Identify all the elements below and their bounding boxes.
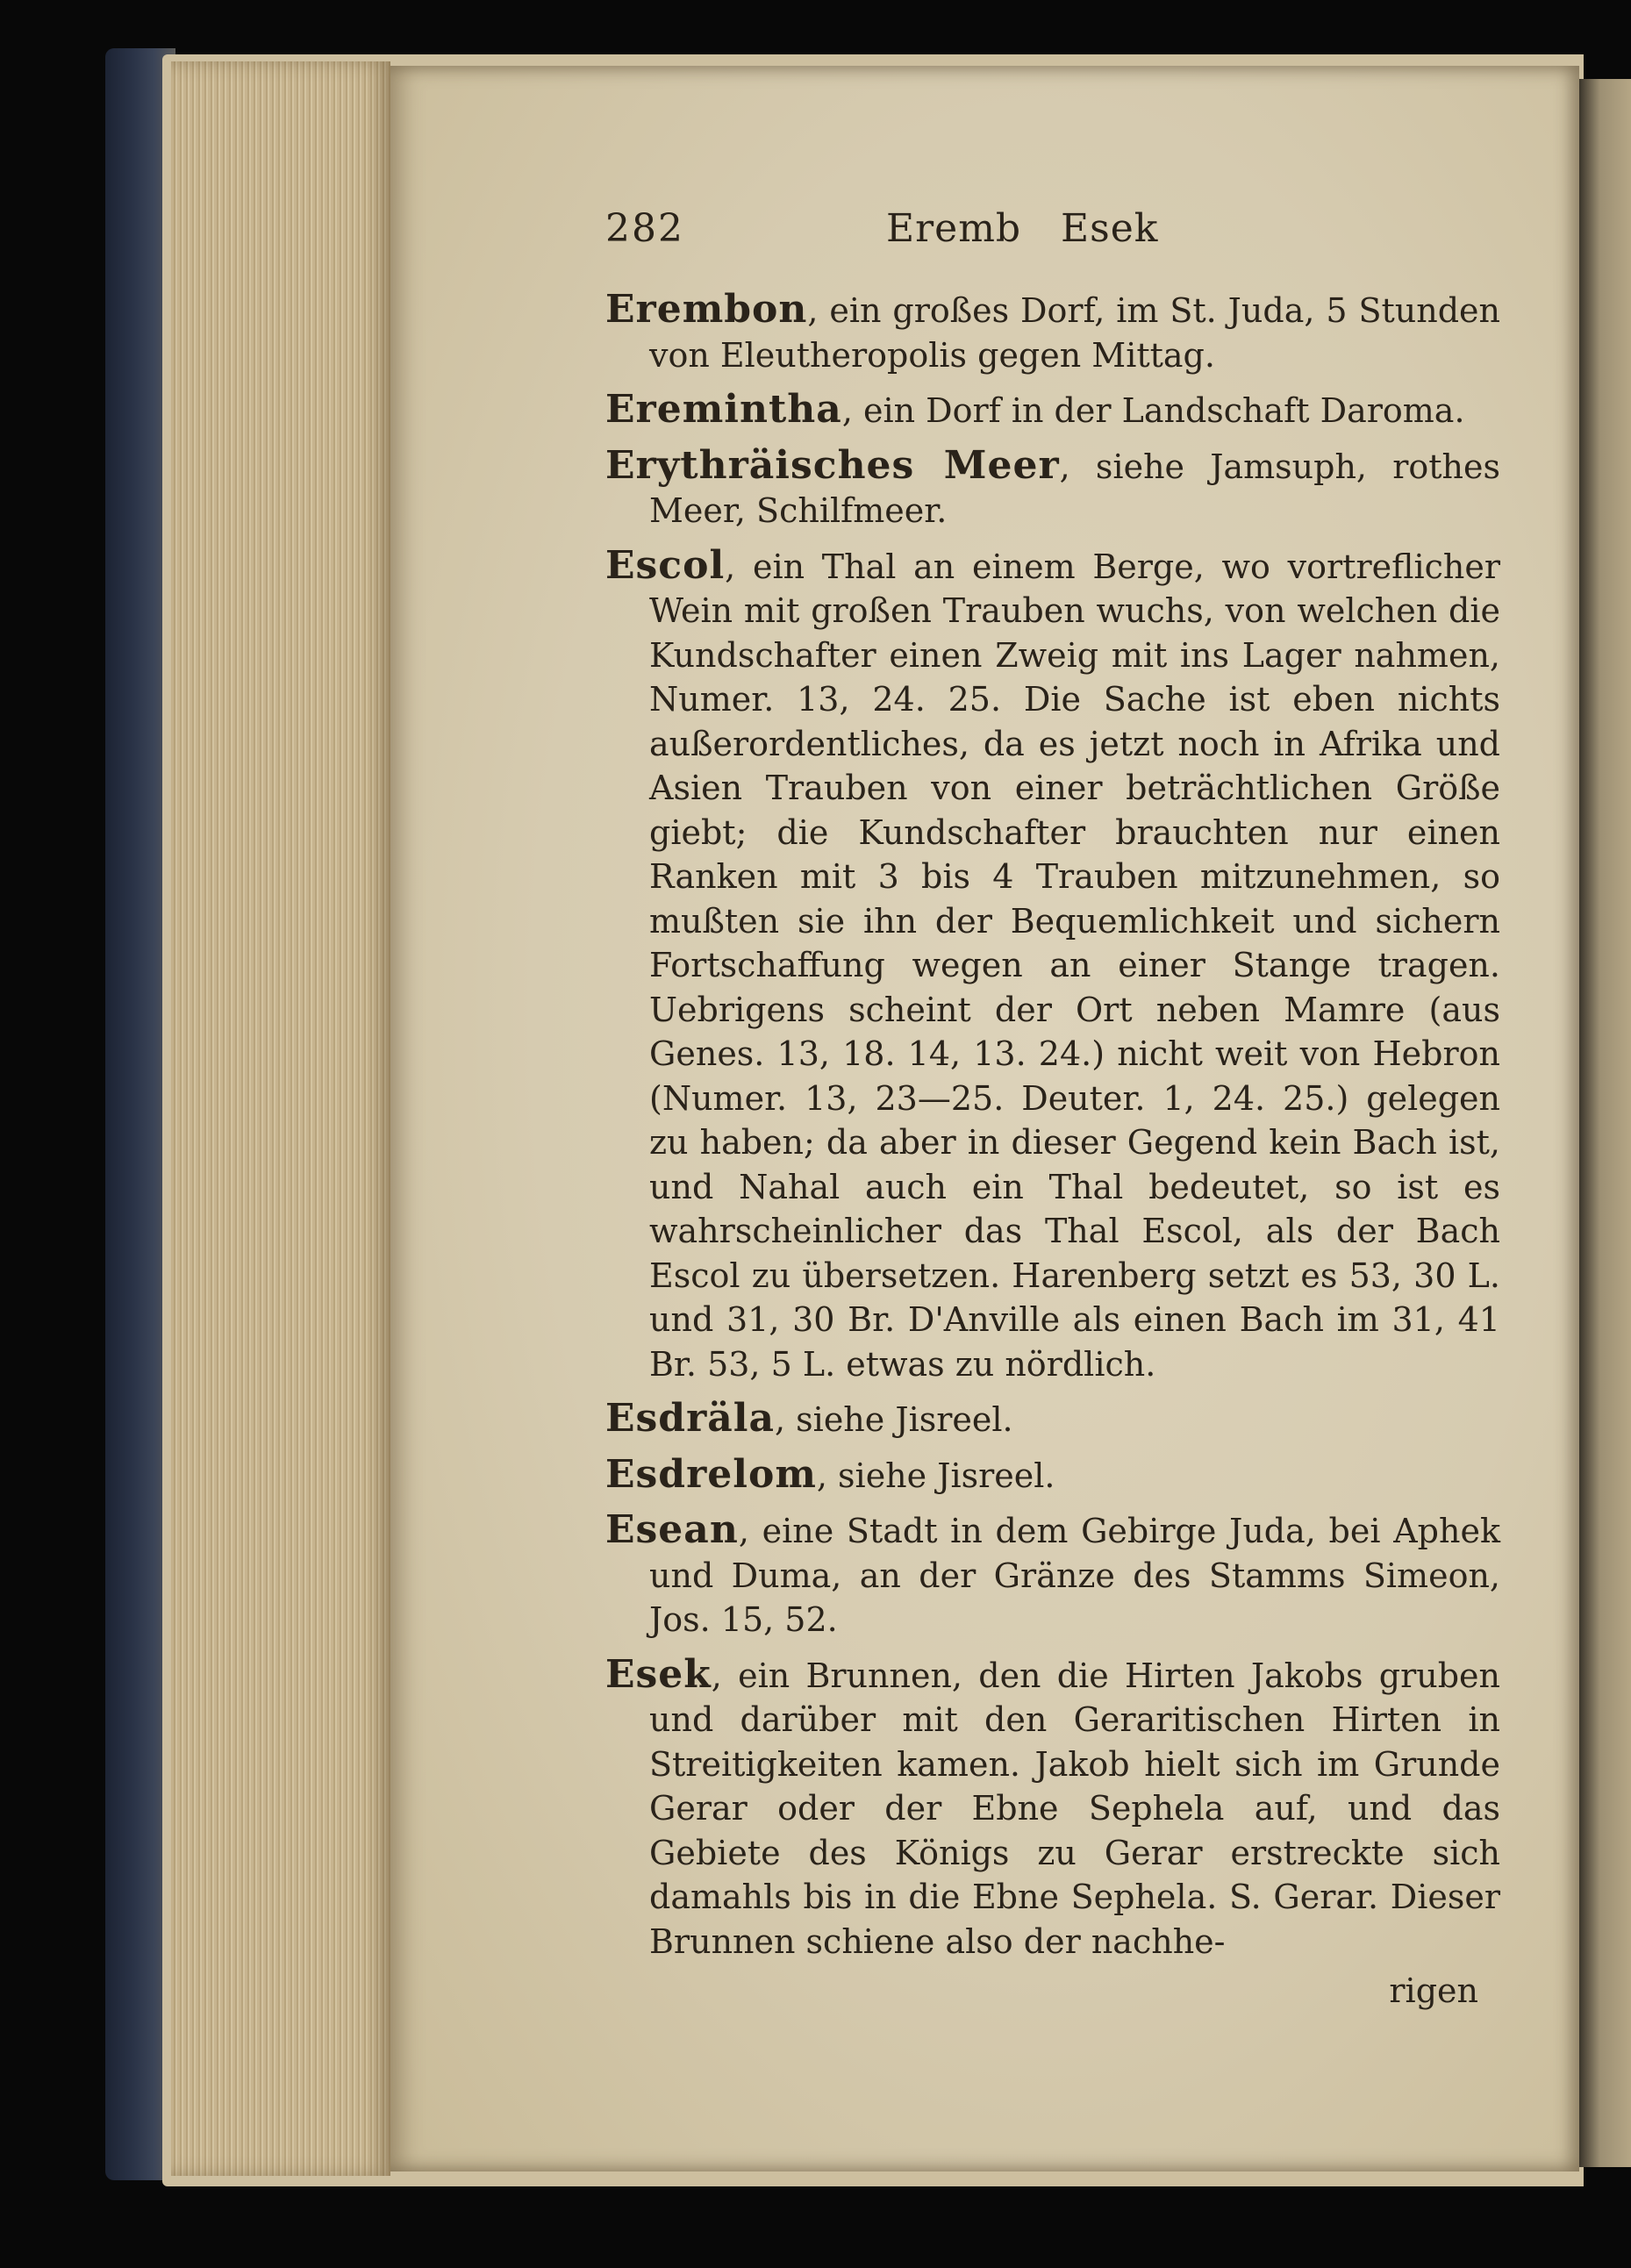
page-edges: [171, 61, 390, 2176]
entry: [605, 1508, 1500, 1642]
dictionary-entries: [605, 288, 1500, 2014]
entry-headword: Esdrelom: [605, 1451, 817, 1497]
entry-headword: Escol: [605, 542, 726, 588]
entry-headword: Erythräisches Meer: [605, 442, 1060, 488]
entry-text: , siehe Jamsuph, rothes Meer, Schilfmeer.: [649, 447, 1500, 530]
entry: [605, 1453, 1500, 1499]
entry: [605, 1653, 1500, 1964]
entry: [605, 388, 1500, 433]
entry-text: , ein Thal an einem Berge, wo vortreflicher Wein mit großen Trauben wuchs, von welchen die Kundschafter einen Zweig mit ins Lager nahmen, Numer. 13, 24. 25. Die Sache ist eben nichts außerordentliches, da es jetzt noch in Afrika und Asien Trauben von einer beträchtlichen Größe giebt; die Kundschafter brauchten nur einen Ranken mit 3 bis 4 Trauben mitzunehmen, so mußten sie ihn der Bequemlichkeit und sichern Fortschaffung wegen an einer Stange tragen. Uebrigens scheint der Ort neben Mamre (aus Genes. 13, 18. 14, 13. 24.) nicht weit von Hebron (Numer. 13, 23—25. Deuter. 1, 24. 25.) gelegen zu haben; da aber in dieser Gegend kein Bach ist, und Nahal auch ein Thal bedeutet, so ist es wahrscheinlicher das Thal Escol, als der Bach Escol zu übersetzen. Harenberg setzt es 53, 30 L. und 31, 30 Br. D'Anville als einen Bach im 31, 41 Br. 53, 5 L. etwas zu nördlich.: [649, 547, 1500, 1384]
entry: [605, 1397, 1500, 1442]
page-header: [605, 206, 1500, 259]
entry-text: , ein Dorf in der Landschaft Daroma.: [841, 391, 1465, 430]
entry: [605, 288, 1500, 377]
entry-headword: Eremintha: [605, 387, 842, 432]
entry-text: , siehe Jisreel.: [816, 1456, 1055, 1495]
entry: [605, 544, 1500, 1387]
page-number: 282: [605, 206, 684, 251]
entry-text: , eine Stadt in dem Gebirge Juda, bei Aphek und Duma, an der Gränze des Stamms Simeon, Jos. 15, 52.: [649, 1512, 1500, 1639]
entry-text: , ein Brunnen, den die Hirten Jakobs gruben und darüber mit den Geraritischen Hirten in Streitigkeiten kamen. Jakob hielt sich im Grunde Gerar oder der Ebne Sephela auf, und das Gebiete des Königs zu Gerar erstreckte sich damahls bis in die Ebne Sephela. S. Gerar. Dieser Brunnen schiene also der nachhe-: [649, 1656, 1500, 1961]
entry-headword: Esean: [605, 1507, 739, 1552]
catchword: rigen: [1389, 1971, 1478, 2010]
entry-headword: Esdräla: [605, 1396, 775, 1441]
running-title: Eremb Esek: [886, 206, 1159, 251]
entry: [605, 444, 1500, 533]
entry-headword: Erembon: [605, 287, 808, 332]
entry-text: , siehe Jisreel.: [775, 1400, 1013, 1439]
facing-page-edge: [1579, 79, 1631, 2167]
entry-text: , ein großes Dorf, im St. Juda, 5 Stunden von Eleutheropolis gegen Mittag.: [649, 291, 1500, 375]
entry-headword: Esek: [605, 1651, 712, 1697]
